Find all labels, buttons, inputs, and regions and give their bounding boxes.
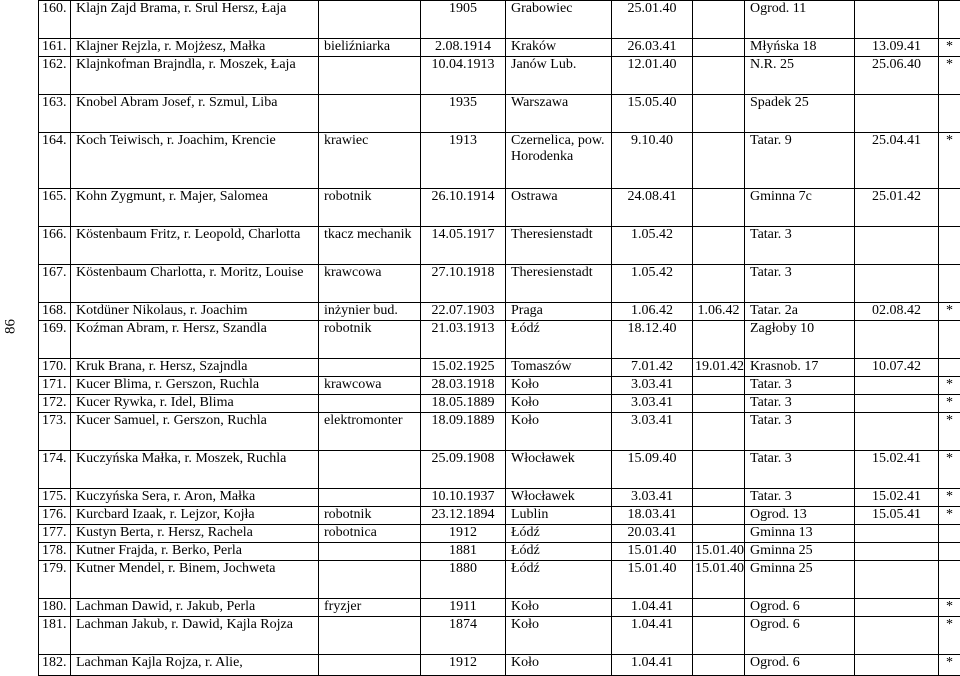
table-row <box>39 321 960 359</box>
birth-place-cell: Łódź <box>506 561 612 599</box>
death-date-cell <box>855 321 939 359</box>
address-cell: Zagłoby 10 <box>745 321 855 359</box>
arrival-date-cell: 3.03.41 <box>612 377 693 395</box>
arrival-date-cell: 15.01.40 <box>612 561 693 599</box>
occupation-cell: krawcowa <box>319 377 421 395</box>
address-cell: Ogrod. 6 <box>745 617 855 655</box>
person-name-cell: Klajnkofman Brajndla, r. Moszek, Łaja <box>71 57 319 95</box>
address-cell: Tatar. 9 <box>745 133 855 189</box>
death-date-cell <box>855 561 939 599</box>
table-row <box>39 561 960 599</box>
person-name-cell: Kruk Brana, r. Hersz, Szajndla <box>71 359 319 377</box>
row-number-cell: 161. <box>39 39 71 57</box>
birth-date-cell: 27.10.1918 <box>421 265 506 303</box>
table-row <box>39 359 960 377</box>
row-number-cell: 168. <box>39 303 71 321</box>
table-row <box>39 599 960 617</box>
person-name-cell: Kuczyńska Sera, r. Aron, Małka <box>71 489 319 507</box>
birth-place-cell: Koło <box>506 395 612 413</box>
page-number: 86 <box>3 302 20 352</box>
arrival-date-cell: 3.03.41 <box>612 489 693 507</box>
table-row <box>39 189 960 227</box>
departure-date-cell <box>693 507 745 525</box>
person-name-cell: Kutner Mendel, r. Binem, Jochweta <box>71 561 319 599</box>
birth-place-cell: Łódź <box>506 543 612 561</box>
departure-date-cell <box>693 57 745 95</box>
arrival-date-cell: 1.05.42 <box>612 265 693 303</box>
arrival-date-cell: 7.01.42 <box>612 359 693 377</box>
occupation-cell: krawiec <box>319 133 421 189</box>
occupation-cell: robotnik <box>319 321 421 359</box>
address-cell: Młyńska 18 <box>745 39 855 57</box>
table-row <box>39 525 960 543</box>
birth-place-cell: Koło <box>506 617 612 655</box>
address-cell: Gminna 7c <box>745 189 855 227</box>
row-number-cell: 160. <box>39 1 71 39</box>
person-name-cell: Koźman Abram, r. Hersz, Szandla <box>71 321 319 359</box>
table-row <box>39 1 960 39</box>
birth-date-cell: 14.05.1917 <box>421 227 506 265</box>
death-date-cell <box>855 95 939 133</box>
birth-place-cell: Włocławek <box>506 489 612 507</box>
row-number-cell: 181. <box>39 617 71 655</box>
person-name-cell: Köstenbaum Charlotta, r. Moritz, Louise <box>71 265 319 303</box>
row-number-cell: 171. <box>39 377 71 395</box>
arrival-date-cell: 15.09.40 <box>612 451 693 489</box>
table-row <box>39 39 960 57</box>
departure-date-cell <box>693 395 745 413</box>
row-number-cell: 177. <box>39 525 71 543</box>
occupation-cell <box>319 543 421 561</box>
table-row <box>39 303 960 321</box>
death-date-cell <box>855 377 939 395</box>
mark-cell: * <box>939 377 960 395</box>
row-number-cell: 179. <box>39 561 71 599</box>
mark-cell <box>939 95 960 133</box>
departure-date-cell: 1.06.42 <box>693 303 745 321</box>
occupation-cell <box>319 395 421 413</box>
mark-cell: * <box>939 133 960 189</box>
register-rows <box>39 1 960 676</box>
birth-place-cell: Lublin <box>506 507 612 525</box>
arrival-date-cell: 25.01.40 <box>612 1 693 39</box>
arrival-date-cell: 18.03.41 <box>612 507 693 525</box>
death-date-cell <box>855 543 939 561</box>
row-number-cell: 166. <box>39 227 71 265</box>
birth-place-cell: Theresienstadt <box>506 227 612 265</box>
arrival-date-cell: 1.04.41 <box>612 599 693 617</box>
row-number-cell: 174. <box>39 451 71 489</box>
departure-date-cell <box>693 599 745 617</box>
departure-date-cell <box>693 489 745 507</box>
departure-date-cell: 15.01.40 <box>693 561 745 599</box>
mark-cell: * <box>939 655 960 676</box>
death-date-cell: 10.07.42 <box>855 359 939 377</box>
person-name-cell: Koch Teiwisch, r. Joachim, Krencie <box>71 133 319 189</box>
mark-cell: * <box>939 599 960 617</box>
mark-cell: * <box>939 489 960 507</box>
birth-date-cell: 23.12.1894 <box>421 507 506 525</box>
departure-date-cell <box>693 189 745 227</box>
occupation-cell: robotnik <box>319 507 421 525</box>
table-row <box>39 95 960 133</box>
person-name-cell: Klajn Zajd Brama, r. Srul Hersz, Łaja <box>71 1 319 39</box>
departure-date-cell <box>693 133 745 189</box>
death-date-cell: 25.01.42 <box>855 189 939 227</box>
table-row <box>39 617 960 655</box>
death-date-cell: 02.08.42 <box>855 303 939 321</box>
mark-cell <box>939 543 960 561</box>
address-cell: Krasnob. 17 <box>745 359 855 377</box>
death-date-cell <box>855 655 939 676</box>
occupation-cell <box>319 95 421 133</box>
row-number-cell: 164. <box>39 133 71 189</box>
death-date-cell <box>855 617 939 655</box>
row-number-cell: 169. <box>39 321 71 359</box>
departure-date-cell <box>693 451 745 489</box>
death-date-cell: 15.02.41 <box>855 489 939 507</box>
death-date-cell <box>855 413 939 451</box>
mark-cell: * <box>939 303 960 321</box>
birth-date-cell: 22.07.1903 <box>421 303 506 321</box>
death-date-cell <box>855 599 939 617</box>
address-cell: Ogrod. 11 <box>745 1 855 39</box>
occupation-cell: fryzjer <box>319 599 421 617</box>
address-cell: Gminna 25 <box>745 543 855 561</box>
departure-date-cell <box>693 525 745 543</box>
mark-cell: * <box>939 617 960 655</box>
occupation-cell <box>319 359 421 377</box>
person-name-cell: Klajner Rejzla, r. Mojżesz, Małka <box>71 39 319 57</box>
birth-date-cell: 28.03.1918 <box>421 377 506 395</box>
occupation-cell: bieliźniarka <box>319 39 421 57</box>
person-name-cell: Lachman Dawid, r. Jakub, Perla <box>71 599 319 617</box>
address-cell: Ogrod. 6 <box>745 599 855 617</box>
row-number-cell: 182. <box>39 655 71 676</box>
address-cell: Tatar. 3 <box>745 413 855 451</box>
birth-date-cell: 26.10.1914 <box>421 189 506 227</box>
arrival-date-cell: 15.05.40 <box>612 95 693 133</box>
occupation-cell <box>319 655 421 676</box>
person-name-cell: Kucer Rywka, r. Idel, Blima <box>71 395 319 413</box>
birth-date-cell: 18.09.1889 <box>421 413 506 451</box>
death-date-cell: 25.04.41 <box>855 133 939 189</box>
birth-date-cell: 1912 <box>421 655 506 676</box>
mark-cell <box>939 265 960 303</box>
occupation-cell: elektromonter <box>319 413 421 451</box>
occupation-cell: robotnik <box>319 189 421 227</box>
birth-date-cell: 1911 <box>421 599 506 617</box>
row-number-cell: 163. <box>39 95 71 133</box>
birth-place-cell: Włocławek <box>506 451 612 489</box>
death-date-cell: 13.09.41 <box>855 39 939 57</box>
birth-place-cell: Koło <box>506 377 612 395</box>
birth-date-cell: 1912 <box>421 525 506 543</box>
birth-date-cell: 1881 <box>421 543 506 561</box>
person-name-cell: Kustyn Berta, r. Hersz, Rachela <box>71 525 319 543</box>
row-number-cell: 173. <box>39 413 71 451</box>
birth-date-cell: 10.10.1937 <box>421 489 506 507</box>
arrival-date-cell: 9.10.40 <box>612 133 693 189</box>
departure-date-cell: 15.01.40 <box>693 543 745 561</box>
address-cell: Spadek 25 <box>745 95 855 133</box>
arrival-date-cell: 1.05.42 <box>612 227 693 265</box>
arrival-date-cell: 12.01.40 <box>612 57 693 95</box>
person-name-cell: Kotdüner Nikolaus, r. Joachim <box>71 303 319 321</box>
arrival-date-cell: 18.12.40 <box>612 321 693 359</box>
address-cell: Ogrod. 13 <box>745 507 855 525</box>
person-name-cell: Kucer Blima, r. Gerszon, Ruchla <box>71 377 319 395</box>
birth-date-cell: 2.08.1914 <box>421 39 506 57</box>
row-number-cell: 178. <box>39 543 71 561</box>
row-number-cell: 165. <box>39 189 71 227</box>
birth-date-cell: 1874 <box>421 617 506 655</box>
departure-date-cell <box>693 39 745 57</box>
table-row <box>39 57 960 95</box>
address-cell: Gminna 25 <box>745 561 855 599</box>
arrival-date-cell: 1.06.42 <box>612 303 693 321</box>
address-cell: Tatar. 3 <box>745 451 855 489</box>
occupation-cell <box>319 561 421 599</box>
occupation-cell <box>319 489 421 507</box>
departure-date-cell <box>693 655 745 676</box>
occupation-cell <box>319 1 421 39</box>
arrival-date-cell: 1.04.41 <box>612 655 693 676</box>
birth-date-cell: 21.03.1913 <box>421 321 506 359</box>
mark-cell: * <box>939 57 960 95</box>
person-name-cell: Köstenbaum Fritz, r. Leopold, Charlotta <box>71 227 319 265</box>
person-name-cell: Lachman Jakub, r. Dawid, Kajla Rojza <box>71 617 319 655</box>
table-row <box>39 395 960 413</box>
table-row <box>39 265 960 303</box>
departure-date-cell <box>693 413 745 451</box>
row-number-cell: 175. <box>39 489 71 507</box>
death-date-cell <box>855 265 939 303</box>
mark-cell <box>939 359 960 377</box>
person-name-cell: Kuczyńska Małka, r. Moszek, Ruchla <box>71 451 319 489</box>
mark-cell <box>939 227 960 265</box>
birth-place-cell: Koło <box>506 599 612 617</box>
mark-cell: * <box>939 451 960 489</box>
person-name-cell: Kurcbard Izaak, r. Lejzor, Kojła <box>71 507 319 525</box>
birth-place-cell: Warszawa <box>506 95 612 133</box>
table-row <box>39 227 960 265</box>
row-number-cell: 180. <box>39 599 71 617</box>
death-date-cell <box>855 525 939 543</box>
birth-date-cell: 1880 <box>421 561 506 599</box>
mark-cell <box>939 561 960 599</box>
table-row <box>39 507 960 525</box>
table-row <box>39 655 960 676</box>
departure-date-cell <box>693 377 745 395</box>
arrival-date-cell: 24.08.41 <box>612 189 693 227</box>
birth-date-cell: 1935 <box>421 95 506 133</box>
row-number-cell: 170. <box>39 359 71 377</box>
address-cell: N.R. 25 <box>745 57 855 95</box>
birth-date-cell: 25.09.1908 <box>421 451 506 489</box>
arrival-date-cell: 20.03.41 <box>612 525 693 543</box>
table-row <box>39 489 960 507</box>
arrival-date-cell: 15.01.40 <box>612 543 693 561</box>
birth-date-cell: 10.04.1913 <box>421 57 506 95</box>
birth-place-cell: Grabowiec <box>506 1 612 39</box>
address-cell: Gminna 13 <box>745 525 855 543</box>
mark-cell: * <box>939 507 960 525</box>
mark-cell: * <box>939 39 960 57</box>
departure-date-cell <box>693 227 745 265</box>
birth-date-cell: 1913 <box>421 133 506 189</box>
arrival-date-cell: 3.03.41 <box>612 395 693 413</box>
occupation-cell: tkacz mechanik <box>319 227 421 265</box>
birth-place-cell: Koło <box>506 655 612 676</box>
mark-cell: * <box>939 395 960 413</box>
occupation-cell: krawcowa <box>319 265 421 303</box>
birth-place-cell: Theresienstadt <box>506 265 612 303</box>
death-date-cell <box>855 227 939 265</box>
address-cell: Tatar. 3 <box>745 377 855 395</box>
departure-date-cell <box>693 265 745 303</box>
birth-place-cell: Kraków <box>506 39 612 57</box>
address-cell: Tatar. 3 <box>745 489 855 507</box>
departure-date-cell <box>693 95 745 133</box>
person-name-cell: Kutner Frajda, r. Berko, Perla <box>71 543 319 561</box>
departure-date-cell <box>693 321 745 359</box>
birth-place-cell: Janów Lub. <box>506 57 612 95</box>
register-table <box>38 0 960 676</box>
death-date-cell: 15.02.41 <box>855 451 939 489</box>
birth-date-cell: 15.02.1925 <box>421 359 506 377</box>
arrival-date-cell: 26.03.41 <box>612 39 693 57</box>
row-number-cell: 162. <box>39 57 71 95</box>
birth-place-cell: Łódź <box>506 525 612 543</box>
birth-place-cell: Łódź <box>506 321 612 359</box>
address-cell: Tatar. 3 <box>745 265 855 303</box>
occupation-cell <box>319 57 421 95</box>
address-cell: Ogrod. 6 <box>745 655 855 676</box>
mark-cell: * <box>939 413 960 451</box>
mark-cell <box>939 321 960 359</box>
mark-cell <box>939 1 960 39</box>
person-name-cell: Knobel Abram Josef, r. Szmul, Liba <box>71 95 319 133</box>
person-name-cell: Lachman Kajla Rojza, r. Alie, <box>71 655 319 676</box>
birth-place-cell: Ostrawa <box>506 189 612 227</box>
departure-date-cell <box>693 617 745 655</box>
occupation-cell <box>319 451 421 489</box>
mark-cell <box>939 525 960 543</box>
address-cell: Tatar. 3 <box>745 227 855 265</box>
arrival-date-cell: 3.03.41 <box>612 413 693 451</box>
table-row <box>39 133 960 189</box>
birth-place-cell: Czernelica, pow. Horodenka <box>506 133 612 189</box>
mark-cell <box>939 189 960 227</box>
table-row <box>39 543 960 561</box>
birth-date-cell: 18.05.1889 <box>421 395 506 413</box>
death-date-cell: 15.05.41 <box>855 507 939 525</box>
table-row <box>39 451 960 489</box>
address-cell: Tatar. 2a <box>745 303 855 321</box>
address-cell: Tatar. 3 <box>745 395 855 413</box>
table-row <box>39 377 960 395</box>
birth-place-cell: Praga <box>506 303 612 321</box>
row-number-cell: 172. <box>39 395 71 413</box>
death-date-cell <box>855 395 939 413</box>
occupation-cell: robotnica <box>319 525 421 543</box>
death-date-cell: 25.06.40 <box>855 57 939 95</box>
person-name-cell: Kucer Samuel, r. Gerszon, Ruchla <box>71 413 319 451</box>
row-number-cell: 167. <box>39 265 71 303</box>
row-number-cell: 176. <box>39 507 71 525</box>
birth-place-cell: Koło <box>506 413 612 451</box>
arrival-date-cell: 1.04.41 <box>612 617 693 655</box>
death-date-cell <box>855 1 939 39</box>
person-name-cell: Kohn Zygmunt, r. Majer, Salomea <box>71 189 319 227</box>
birth-date-cell: 1905 <box>421 1 506 39</box>
occupation-cell <box>319 617 421 655</box>
table-row <box>39 413 960 451</box>
occupation-cell: inżynier bud. <box>319 303 421 321</box>
birth-place-cell: Tomaszów <box>506 359 612 377</box>
departure-date-cell <box>693 1 745 39</box>
departure-date-cell: 19.01.42 <box>693 359 745 377</box>
